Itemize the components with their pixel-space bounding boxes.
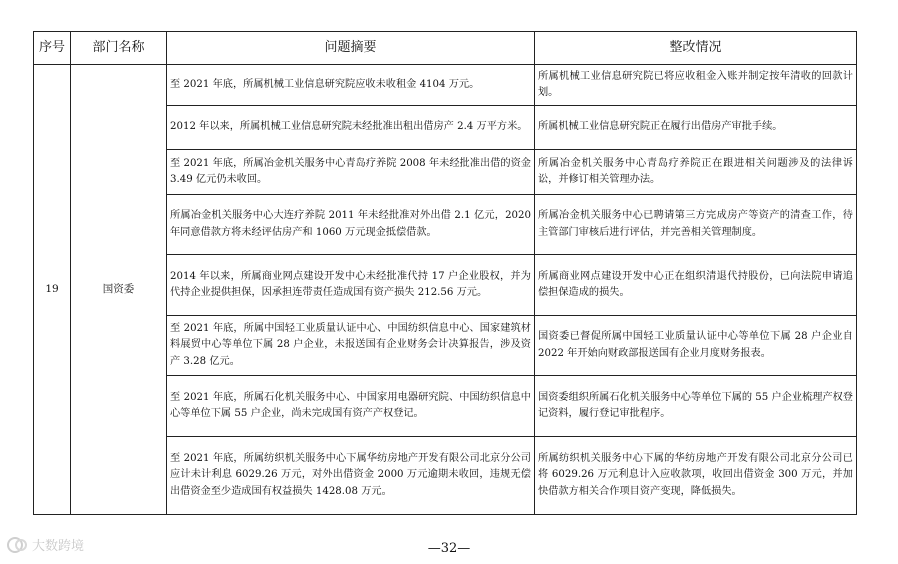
seq-cell: 19 <box>34 65 71 515</box>
rectification-cell: 国资委组织所属石化机关服务中心等单位下属的 55 户企业梳理产权登记资料，履行登记审批程序。 <box>535 376 857 437</box>
rectification-cell: 所属机械工业信息研究院正在履行出借房产审批手续。 <box>535 106 857 150</box>
watermark <box>6 535 84 554</box>
issue-cell: 至 2021 年底，所属石化机关服务中心、中国家用电器研究院、中国纺织信息中心等单位下属 55 户企业，尚未完成国有资产产权登记。 <box>167 376 535 437</box>
issue-cell: 至 2021 年底，所属机械工业信息研究院应收未收租金 4104 万元。 <box>167 65 535 106</box>
table-header-row <box>34 32 857 65</box>
issue-cell: 至 2021 年底，所属中国轻工业质量认证中心、中国纺织信息中心、国家建筑材料展贸中心等单位下属 28 户企业，未报送国有企业财务会计决算报告，涉及资产 3.28 亿元。 <box>167 316 535 376</box>
rectification-cell: 所属纺织机关服务中心下属的华纺房地产开发有限公司北京分公司已将 6029.26 万元利息计入应收款项，收回出借资金 300 万元，并加快借款方相关合作项目资产变现，降低损失。 <box>535 437 857 515</box>
rectification-table <box>33 31 857 515</box>
department-cell: 国资委 <box>71 65 167 515</box>
logo-icon <box>6 536 28 554</box>
rectification-cell: 所属冶金机关服务中心已聘请第三方完成房产等资产的清查工作，待主管部门审核后进行评估，并完善相关管理制度。 <box>535 195 857 255</box>
header-department: 部门名称 <box>71 32 167 65</box>
page-number: —32— <box>427 541 471 556</box>
issue-cell: 2012 年以来，所属机械工业信息研究院未经批准出租出借房产 2.4 万平方米。 <box>167 106 535 150</box>
issue-cell: 2014 年以来，所属商业网点建设开发中心未经批准代持 17 户企业股权，并为代持企业提供担保，因承担连带责任造成国有资产损失 212.56 万元。 <box>167 255 535 316</box>
issue-cell: 至 2021 年底，所属纺织机关服务中心下属华纺房地产开发有限公司北京分公司应计未计利息 6029.26 万元，对外出借资金 2000 万元逾期未收回，违规无偿出借资金至少造成国有权益损失 1428.08 万元。 <box>167 437 535 515</box>
header-seq: 序号 <box>34 32 71 65</box>
rectification-cell: 国资委已督促所属中国轻工业质量认证中心等单位下属 28 户企业自 2022 年开始向财政部报送国有企业月度财务报表。 <box>535 316 857 376</box>
watermark-text: 大数跨境 <box>32 539 85 554</box>
header-rectification: 整改情况 <box>535 32 857 65</box>
rectification-cell: 所属冶金机关服务中心青岛疗养院正在跟进相关问题涉及的法律诉讼，并修订相关管理办法。 <box>535 150 857 195</box>
issue-cell: 所属冶金机关服务中心大连疗养院 2011 年未经批准对外出借 2.1 亿元，2020 年同意借款方将未经评估房产和 1060 万元现金抵偿借款。 <box>167 195 535 255</box>
header-issue: 问题摘要 <box>167 32 535 65</box>
table-row <box>34 65 857 106</box>
issue-cell: 至 2021 年底，所属冶金机关服务中心青岛疗养院 2008 年未经批准出借的资金 3.49 亿元仍未收回。 <box>167 150 535 195</box>
rectification-cell: 所属机械工业信息研究院已将应收租金入账并制定按年清收的回款计划。 <box>535 65 857 106</box>
rectification-cell: 所属商业网点建设开发中心正在组织清退代持股份，已向法院申请追偿担保造成的损失。 <box>535 255 857 316</box>
